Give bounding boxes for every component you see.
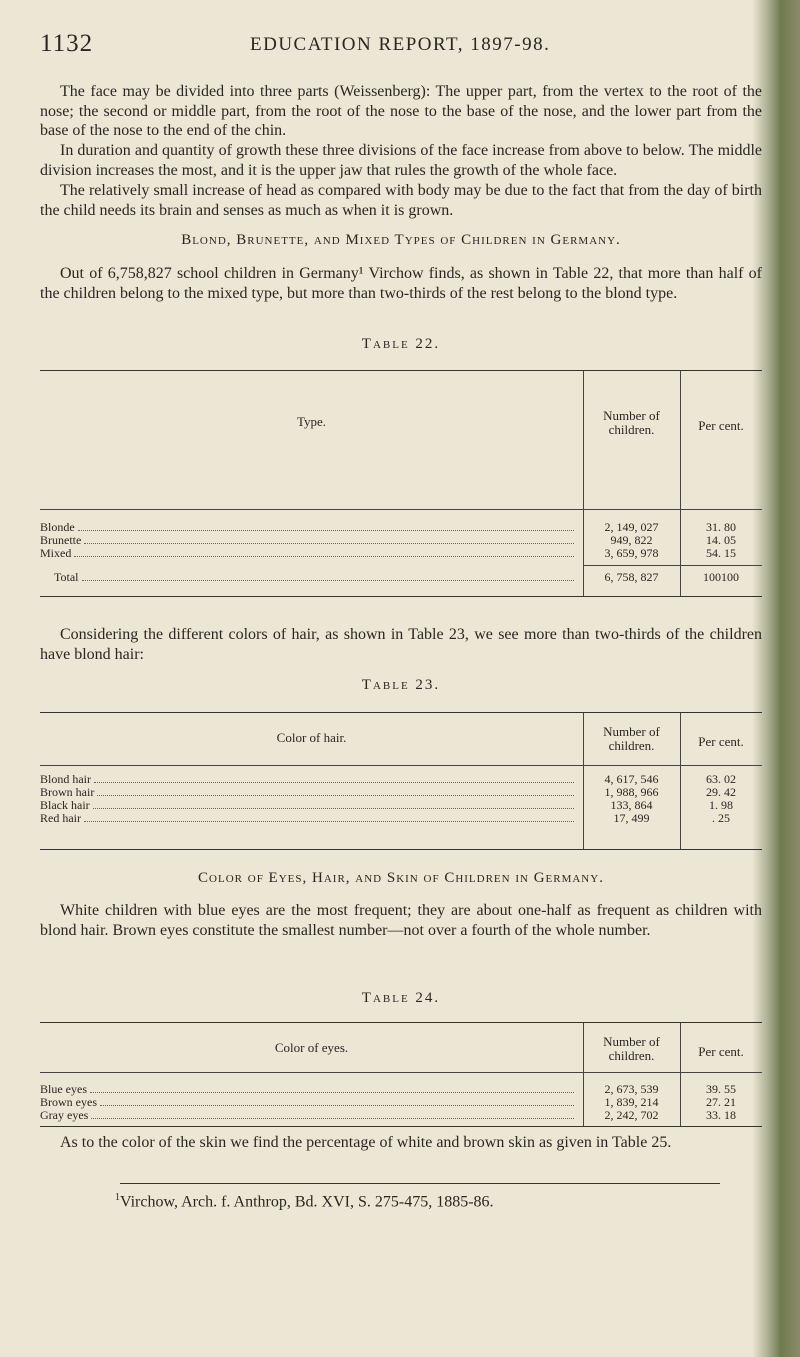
table-23-title: Table 23. <box>361 677 441 693</box>
table-cell-number: 1, 988, 966 <box>604 785 659 799</box>
paragraph-skin-colors: As to the color of the skin we find the percentage of white and brown skin as given in Table 25. <box>60 1134 672 1151</box>
table-23-col-number: Number of children. <box>603 724 660 753</box>
table-total-row: Total <box>40 571 580 584</box>
footnote-text: Virchow, Arch. f. Anthrop, Bd. XVI, S. 275-475, 1885-86. <box>120 1193 494 1211</box>
table-row: Blonde <box>40 521 580 534</box>
running-title: EDUCATION REPORT, 1897-98. <box>250 34 551 55</box>
paragraph-eye-colors: White children with blue eyes are the most frequent; they are about one-half as frequent as children with blond hair. Brown eyes constitute the smallest number—not over a fourth of the whole number. <box>40 902 762 939</box>
table-cell-percent: 63. 02 <box>706 772 736 786</box>
paragraph-face-growth: In duration and quantity of growth these three divisions of the face increase from above to below. The middle division increases the most, and it is the upper jaw that rules the growth of the whole face. <box>40 142 762 179</box>
table-row: Brown hair <box>40 786 580 799</box>
table-cell-percent: 33. 18 <box>706 1108 736 1122</box>
table-23 <box>40 712 762 850</box>
footnote <box>115 1192 494 1211</box>
table-22-title: Table 22. <box>361 336 441 352</box>
section-heading-colors: Color of Eyes, Hair, and Skin of Children in Germany. <box>198 870 604 886</box>
table-cell-percent: 54. 15 <box>706 546 736 560</box>
paragraph-virchow-types: Out of 6,758,827 school children in Germany¹ Virchow finds, as shown in Table 22, that more than half of the children belong to the mixed type, but more than two-thirds of the rest belong to the blond type. <box>40 265 762 302</box>
table-cell-number: 2, 242, 702 <box>604 1108 659 1122</box>
table-23-col-percent: Per cent. <box>698 734 744 749</box>
table-cell-number: 133, 864 <box>610 798 653 812</box>
table-cell-number: 1, 839, 214 <box>604 1095 659 1109</box>
paragraph-head-body: The relatively small increase of head as compared with body may be due to the fact that from the day of birth the child needs its brain and senses as much as when it is grown. <box>40 182 762 219</box>
table-row: Blue eyes <box>40 1083 580 1096</box>
table-cell-percent: 27. 21 <box>706 1095 736 1109</box>
section-heading-types: Blond, Brunette, and Mixed Types of Children in Germany. <box>181 232 621 248</box>
footnote-mark: 1 <box>115 1192 120 1203</box>
table-row: Brown eyes <box>40 1096 580 1109</box>
table-24 <box>40 1022 762 1127</box>
table-24-col-percent: Per cent. <box>698 1044 744 1059</box>
table-row: Blond hair <box>40 773 580 786</box>
table-total-percent: 100100 <box>703 570 739 584</box>
table-row: Gray eyes <box>40 1109 580 1122</box>
table-24-col-number: Number of children. <box>603 1034 660 1063</box>
page-number: 1132 <box>40 30 94 57</box>
table-cell-percent: 14. 05 <box>706 533 736 547</box>
table-cell-number: 4, 617, 546 <box>604 772 659 786</box>
running-header <box>40 30 762 60</box>
table-22-col-number: Number of children. <box>603 408 660 437</box>
table-total-number: 6, 758, 827 <box>604 570 659 584</box>
table-row: Mixed <box>40 547 580 560</box>
table-cell-number: 2, 149, 027 <box>604 520 659 534</box>
footnote-rule <box>120 1183 720 1184</box>
table-cell-number: 3, 659, 978 <box>604 546 659 560</box>
table-cell-percent: 29. 42 <box>706 785 736 799</box>
table-cell-number: 17, 499 <box>613 811 650 825</box>
paragraph-face-division: The face may be divided into three parts (Weissenberg): The upper part, from the vertex to the root of the nose; the second or middle part, from the root of the nose to the base of the nose, and the lower part from the base of the nose to the end of the chin. <box>40 83 762 139</box>
table-24-col-eyes: Color of eyes. <box>274 1040 349 1055</box>
table-row: Brunette <box>40 534 580 547</box>
table-cell-number: 949, 822 <box>610 533 653 547</box>
table-cell-percent: 1. 98 <box>709 798 733 812</box>
table-22 <box>40 370 762 597</box>
table-row: Red hair <box>40 812 580 825</box>
paragraph-hair-colors: Considering the different colors of hair, as shown in Table 23, we see more than two-thirds of the children have blond hair: <box>40 626 762 663</box>
table-cell-number: 2, 673, 539 <box>604 1082 659 1096</box>
table-23-col-hair: Color of hair. <box>276 730 347 745</box>
table-cell-percent: 31. 80 <box>706 520 736 534</box>
table-22-col-type: Type. <box>296 414 327 429</box>
table-row: Black hair <box>40 799 580 812</box>
table-cell-percent: . 25 <box>712 811 730 825</box>
table-cell-percent: 39. 55 <box>706 1082 736 1096</box>
table-24-title: Table 24. <box>361 990 441 1006</box>
table-22-col-percent: Per cent. <box>698 418 744 433</box>
